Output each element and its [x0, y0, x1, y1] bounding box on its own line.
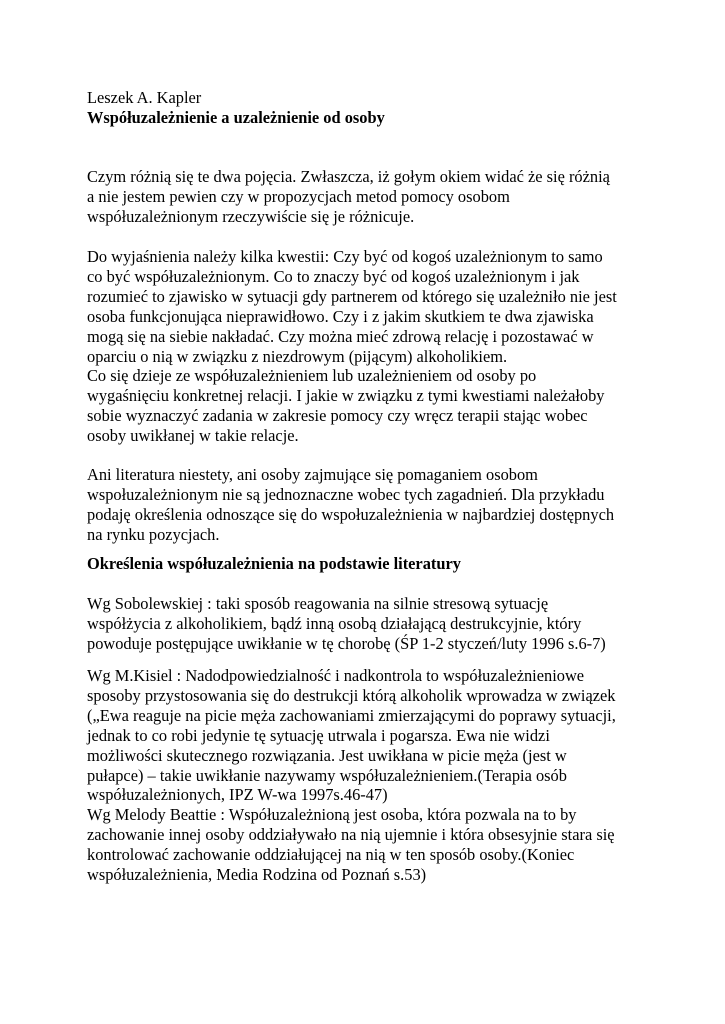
- paragraph-line: („Ewa reaguje na picie męża zachowaniami zmierzającymi do poprawy sytuacji,: [87, 705, 616, 725]
- paragraph-line: wygaśnięciu konkretnej relacji. I jakie w związku z tymi kwestiami należałoby: [87, 386, 605, 406]
- section-heading-block: [87, 554, 697, 574]
- sobolewska-paragraph: [87, 594, 697, 654]
- paragraph-line: a nie jestem pewien czy w propozycjach metod pomocy osobom: [87, 186, 510, 206]
- paragraph-line: osoby uwikłanej w takie relacje.: [87, 426, 299, 446]
- literature-paragraph: [87, 465, 697, 545]
- section-heading: Określenia współuzależnienia na podstawie literatury: [87, 554, 461, 573]
- paragraph-line: współuzależnionych, IPZ W-wa 1997s.46-47): [87, 785, 388, 805]
- paragraph-line: pułapce) – takie uwikłanie nazywamy współuzależnieniem.(Terapia osób: [87, 765, 567, 785]
- paragraph-line: rozumieć to zjawisko w sytuacji gdy partnerem od którego się uzależniło nie jest: [87, 286, 617, 306]
- intro-paragraph: [87, 167, 697, 227]
- paragraph-line: podaję określenia odnoszące się do wspołuzależnienia w najbardziej dostępnych: [87, 504, 615, 524]
- document-title: Współuzależnienie a uzależnienie od osoby: [87, 107, 385, 127]
- paragraph-line: współżycia z alkoholikiem, bądź inną osobą działającą destrukcyjnie, który: [87, 613, 582, 633]
- paragraph-line: jednak to co robi jedynie tę sytuację utrwala i pogarsza. Ewa nie widzi: [87, 725, 550, 745]
- paragraph-line: powoduje postępujące uwikłanie w tę chorobę (ŚP 1-2 styczeń/luty 1996 s.6-7): [87, 633, 606, 653]
- paragraph-line: Wg Sobolewskiej : taki sposób reagowania na silnie stresową sytuację: [87, 594, 549, 613]
- kisiel-beattie-paragraph: [87, 666, 697, 885]
- paragraph-line: współuzależnionym rzeczywiście się je różnicuje.: [87, 206, 415, 226]
- paragraph-line: oparciu o nią w związku z niezdrowym (pijącym) alkoholikiem.: [87, 346, 508, 366]
- paragraph-line: kontrolować zachowanie oddziałującej na nią w ten sposób osoby.(Koniec: [87, 845, 575, 865]
- paragraph-line: możliwości skutecznego rozwiązania. Jest uwikłana w picie męża (jest w: [87, 745, 567, 765]
- paragraph-line: sposoby przystosowania się do destrukcji którą alkoholik wprowadza w związek: [87, 685, 616, 705]
- paragraph-line: Co się dzieje ze współuzależnieniem lub uzależnieniem od osoby po: [87, 366, 537, 386]
- explanation-paragraph: [87, 247, 697, 446]
- paragraph-line: osoba funkcjonująca nieprawidłowo. Czy i z jakim skutkiem te dwa zjawiska: [87, 306, 594, 326]
- paragraph-line: Wg M.Kisiel : Nadodpowiedzialność i nadkontrola to współuzależnieniowe: [87, 666, 585, 685]
- paragraph-line: co być współuzależnionym. Co to znaczy być od kogoś uzależnionym i jak: [87, 266, 580, 286]
- paragraph-line: mogą się na siebie nakładać. Czy można mieć zdrową relację i pozostawać w: [87, 326, 594, 346]
- header-block: [87, 88, 697, 128]
- paragraph-line: Czym różnią się te dwa pojęcia. Zwłaszcza, iż gołym okiem widać że się różnią: [87, 167, 610, 186]
- paragraph-line: wspołuzależnionym nie są jednoznaczne wobec tych zagadnień. Dla przykładu: [87, 484, 605, 504]
- paragraph-line: współuzależnienia, Media Rodzina od Poznań s.53): [87, 865, 427, 885]
- paragraph-line: Do wyjaśnienia należy kilka kwestii: Czy być od kogoś uzależnionym to samo: [87, 247, 603, 266]
- paragraph-line: Ani literatura niestety, ani osoby zajmujące się pomaganiem osobom: [87, 465, 538, 484]
- author-name: Leszek A. Kapler: [87, 88, 202, 107]
- paragraph-line: na rynku pozycjach.: [87, 524, 220, 544]
- paragraph-line: zachowanie innej osoby oddziaływało na nią ujemnie i która obsesyjnie stara się: [87, 825, 615, 845]
- paragraph-line: sobie wyznaczyć zadania w zakresie pomocy czy wręcz terapii stając wobec: [87, 406, 588, 426]
- paragraph-line: Wg Melody Beattie : Współuzależnioną jest osoba, która pozwala na to by: [87, 805, 577, 825]
